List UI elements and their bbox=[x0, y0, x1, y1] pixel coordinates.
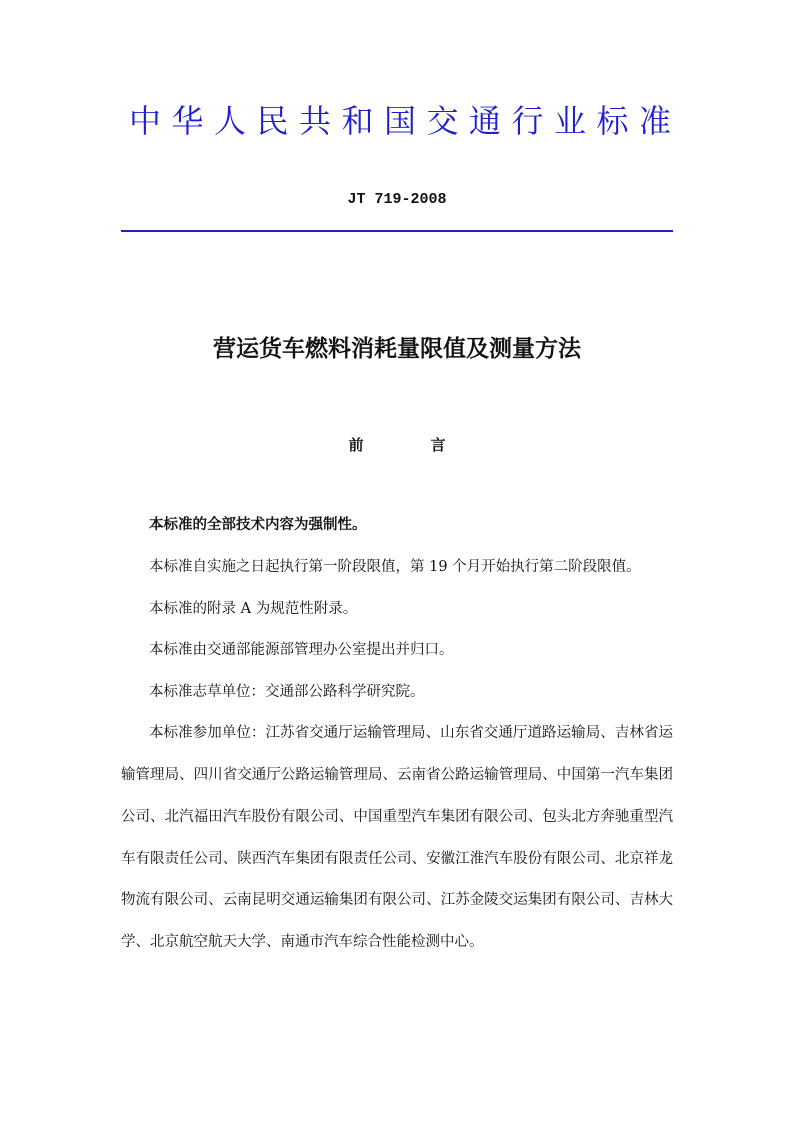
participants-line: 本标准参加单位：江苏省交通厅运输管理局、山东省交通厅道路运输局、吉林省运 bbox=[149, 725, 673, 741]
paragraph-mandatory: 本标准的全部技术内容为强制性。 bbox=[149, 517, 367, 533]
header-divider bbox=[121, 230, 673, 232]
paragraph-appendix: 本标准的附录 A 为规范性附录。 bbox=[149, 601, 358, 617]
participants-line: 物流有限公司、云南昆明交通运输集团有限公司、江苏金陵交运集团有限公司、吉林大 bbox=[121, 892, 673, 908]
standard-title: 中华人民共和国交通行业标准 bbox=[129, 102, 682, 140]
participants-line: 学、北京航空航天大学、南通市汽车综合性能检测中心。 bbox=[121, 934, 484, 950]
paragraph-implementation: 本标准自实施之日起执行第一阶段限值，第 19 个月开始执行第二阶段限值。 bbox=[149, 559, 641, 575]
participants-line: 车有限责任公司、陕西汽车集团有限责任公司、安徽江淮汽车股份有限公司、北京祥龙 bbox=[121, 851, 673, 867]
paragraph-drafter: 本标准志草单位：交通部公路科学研究院。 bbox=[149, 684, 425, 700]
section-heading-foreword: 前 言 bbox=[348, 436, 472, 454]
participants-line: 公司、北汽福田汽车股份有限公司、中国重型汽车集团有限公司、包头北方奔驰重型汽 bbox=[121, 809, 673, 825]
document-title: 营运货车燃料消耗量限值及测量方法 bbox=[213, 336, 581, 362]
standard-code: JT 719-2008 bbox=[347, 191, 447, 208]
paragraph-proposer: 本标准由交通部能源部管理办公室提出并归口。 bbox=[149, 642, 454, 658]
participants-line: 输管理局、四川省交通厅公路运输管理局、云南省公路运输管理局、中国第一汽车集团 bbox=[121, 767, 673, 783]
